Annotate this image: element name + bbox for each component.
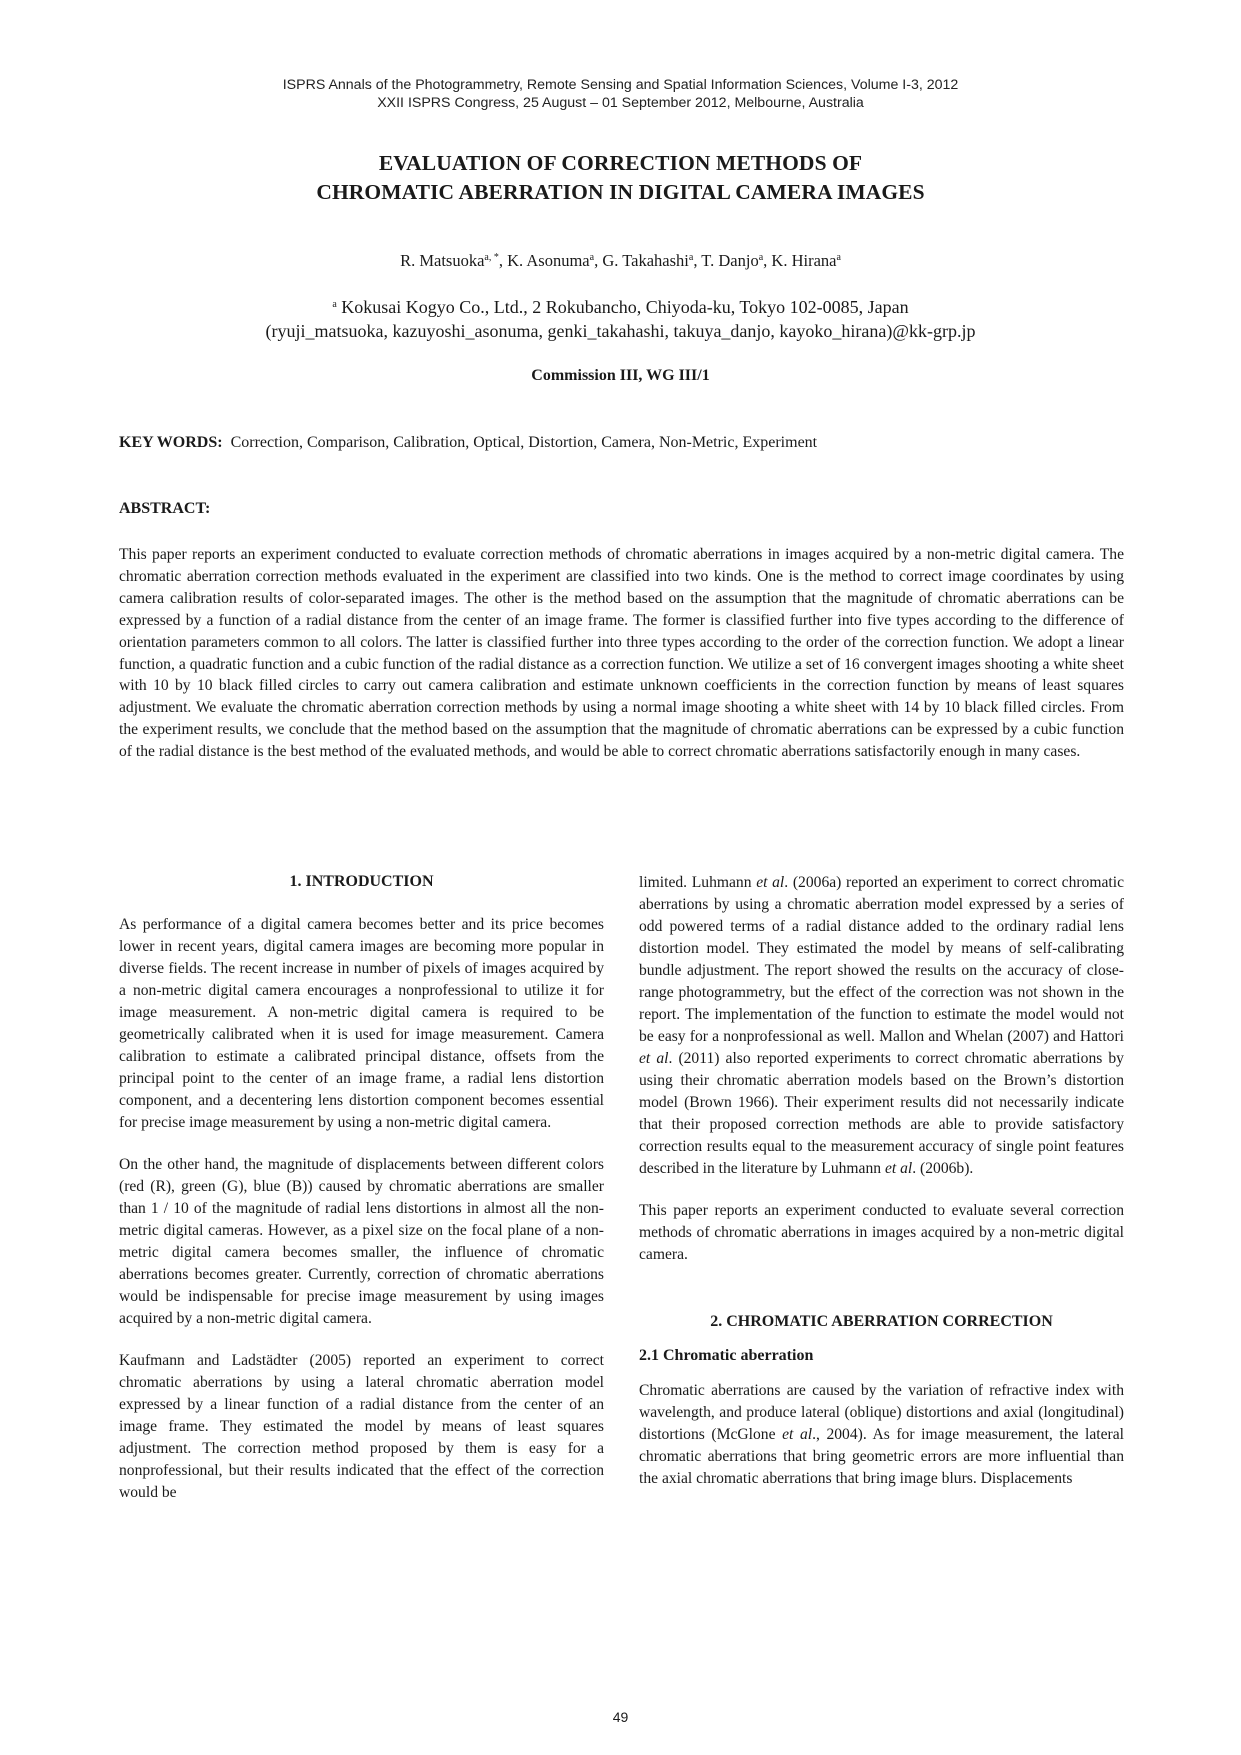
- paragraph: On the other hand, the magnitude of displacements between different colors (red (R), green (G), blue (B)) caused by chromatic aberrations are smaller than 1 / 10 of the magnitude of radial lens distortions in almost all the non-metric digital cameras. However, as a pixel size on the focal plane of a non-metric digital camera becomes smaller, the influence of chromatic aberrations becomes greater. Currently, correction of chromatic aberrations would be indispensable for precise image measurement by using images acquired by a non-metric digital camera.: [119, 1156, 604, 1327]
- paragraph: limited. Luhmann et al. (2006a) reported an experiment to correct chromatic aberrations by using a chromatic aberration model expressed by a series of odd powered terms of a radial distance added to the ordinary radial lens distortion model. They estimated the model by means of self-calibrating bundle adjustment. The report showed the results on the accuracy of close-range photogrammetry, but the effect of the correction was not shown in the report. The implementation of the function to estimate the model would not be easy for a nonprofessional as well. Mallon and Whelan (2007) and Hattori et al. (2011) also reported experiments to correct chromatic aberrations by using their chromatic aberration models based on the Brown’s distortion model (Brown 1966). Their experiment results did not necessarily indicate that their proposed correction methods are able to provide satisfactory correction results equal to the measurement accuracy of single point features described in the literature by Luhmann et al. (2006b).: [639, 874, 1124, 1177]
- paragraph: As performance of a digital camera becomes better and its price becomes lower in recent years, digital camera images are becoming more popular in diverse fields. The recent increase in number of pixels of images acquired by a non-metric digital camera encourages a nonprofessional to utilize it for image measurement. A non-metric digital camera is required to be geometrically calibrated when it is used for image measurement. Camera calibration to estimate a calibrated principal distance, offsets from the principal point to the center of an image frame, a radial lens distortion component, and a decentering lens distortion component becomes essential for precise image measurement by using a non-metric digital camera.: [119, 916, 604, 1131]
- running-header: [0, 76, 1241, 112]
- author: R. Matsuoka$^{a, *}$,: [400, 251, 508, 270]
- subsection-heading-chromatic-aberration: 2.1 Chromatic aberration: [639, 1347, 814, 1364]
- left-column: [119, 872, 604, 1504]
- paragraph: Kaufmann and Ladstädter (2005) reported an experiment to correct chromatic aberrations by using a lateral chromatic aberration model expressed by a linear function of a radial distance from the center of an image frame. They estimated the model by means of least squares adjustment. The correction method proposed by them is easy for a nonprofessional, but their results indicated that the effect of the correction would be: [119, 1352, 604, 1501]
- section-heading-chromatic-aberration-correction: 2. CHROMATIC ABERRATION CORRECTION: [710, 1313, 1053, 1330]
- section-heading-introduction: 1. INTRODUCTION: [289, 873, 434, 890]
- author: K. Asonuma$^a$,: [507, 251, 603, 270]
- abstract-heading: ABSTRACT:: [119, 500, 211, 517]
- commission: Commission III, WG III/1: [531, 367, 710, 384]
- paper-title: [0, 149, 1241, 207]
- keywords: [119, 433, 1124, 453]
- author-list: [0, 251, 1241, 271]
- header-line-1: ISPRS Annals of the Photogrammetry, Remote Sensing and Spatial Information Sciences, Volume I-3, 2012: [282, 77, 959, 93]
- affiliation-emails: (ryuji_matsuoka, kazuyoshi_asonuma, genki_takahashi, takuya_danjo, kayoko_hirana)@kk-grp.jp: [265, 321, 976, 341]
- title-line-2: CHROMATIC ABERRATION IN DIGITAL CAMERA IMAGES: [316, 180, 925, 204]
- author: K. Hirana$^a$: [771, 251, 841, 270]
- right-column: [639, 872, 1124, 1490]
- paragraph: This paper reports an experiment conducted to evaluate several correction methods of chromatic aberrations in images acquired by a non-metric digital camera.: [639, 1202, 1124, 1263]
- keywords-label: KEY WORDS:: [119, 434, 223, 451]
- paragraph: Chromatic aberrations are caused by the variation of refractive index with wavelength, and produce lateral (oblique) distortions and axial (longitudinal) distortions (McGlone et al., 2004). As for image measurement, the lateral chromatic aberrations that bring geometric errors are more influential than the axial chromatic aberrations that bring image blurs. Displacements: [639, 1382, 1124, 1487]
- title-line-1: EVALUATION OF CORRECTION METHODS OF: [378, 151, 863, 175]
- header-line-2: XXII ISPRS Congress, 25 August – 01 September 2012, Melbourne, Australia: [377, 95, 864, 111]
- author: T. Danjo$^a$,: [701, 251, 772, 270]
- keywords-text: Correction, Comparison, Calibration, Optical, Distortion, Camera, Non-Metric, Experiment: [230, 434, 818, 451]
- affiliation: [0, 295, 1241, 343]
- page-number: 49: [612, 1709, 629, 1725]
- author: G. Takahashi$^a$,: [602, 251, 702, 270]
- abstract-text: This paper reports an experiment conducted to evaluate correction methods of chromatic aberrations in images acquired by a non-metric digital camera. The chromatic aberration correction methods evaluated in the experiment are classified into two kinds. One is the method to correct image coordinates by using camera calibration results of color-separated images. The other is the method based on the assumption that the magnitude of chromatic aberrations can be expressed by a function of a radial distance from the center of an image frame. The former is classified further into five types according to the difference of orientation parameters common to all colors. The latter is classified further into three types according to the order of the correction function. We adopt a linear function, a quadratic function and a cubic function of the radial distance as a correction function. We utilize a set of 16 convergent images shooting a white sheet with 10 by 10 black filled circles to carry out camera calibration and estimate unknown coefficients in the correction function by means of least squares adjustment. We evaluate the chromatic aberration correction methods by using a normal image shooting a white sheet with 14 by 10 black filled circles. From the experiment results, we conclude that the method based on the assumption that the magnitude of chromatic aberrations can be expressed by a cubic function of the radial distance is the best method of the evaluated methods, and would be able to correct chromatic aberrations satisfactorily enough in many cases.: [119, 546, 1124, 761]
- affiliation-line-1: $^a$ Kokusai Kogyo Co., Ltd., 2 Rokubancho, Chiyoda-ku, Tokyo 102-0085, Japan: [332, 297, 909, 317]
